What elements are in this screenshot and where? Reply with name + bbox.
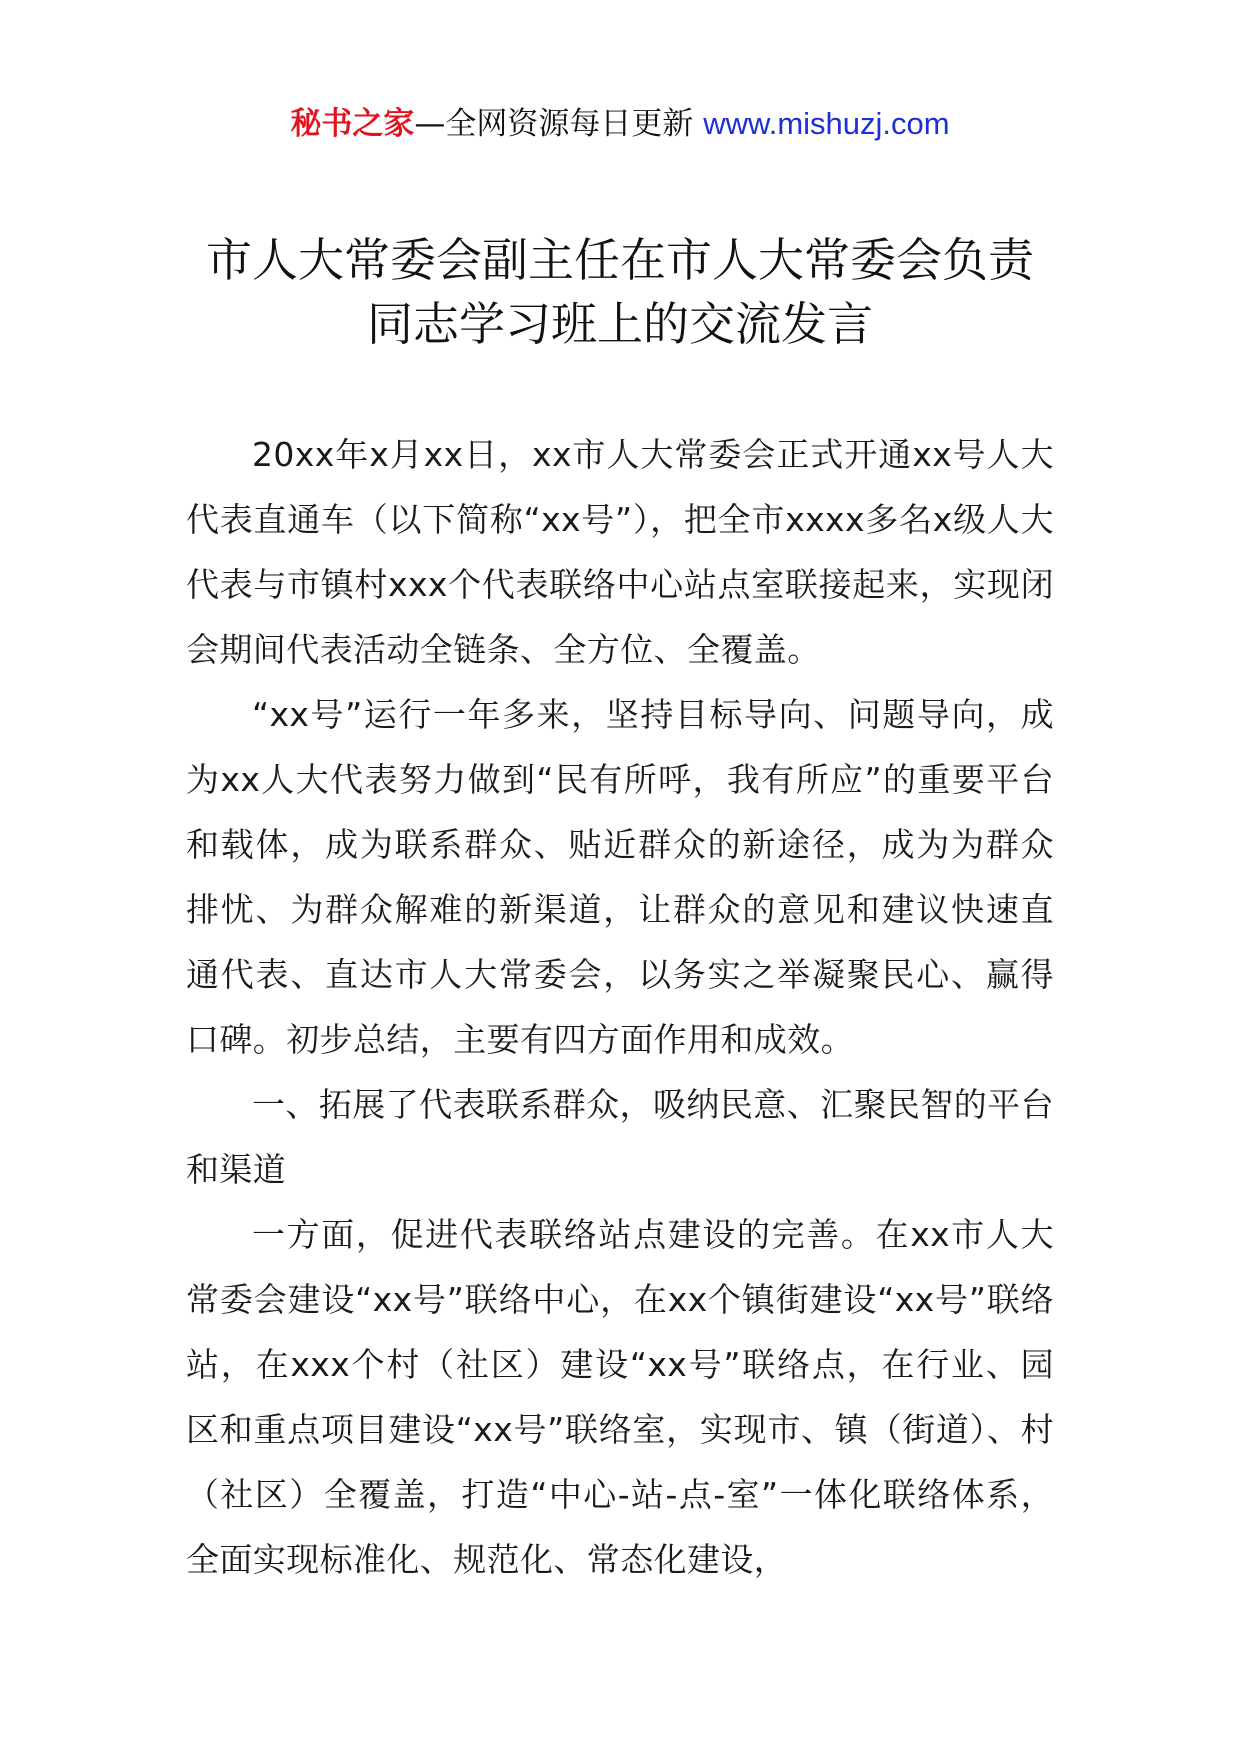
paragraph-1: 20xx年x月xx日，xx市人大常委会正式开通xx号人大代表直通车（以下简称“xx号”），把全市xxxx多名x级人大代表与市镇村xxx个代表联络中心站点室联接起来，实现闭会期间代表活动全链条、全方位、全覆盖。	[186, 435, 1054, 669]
title-line-2: 同志学习班上的交流发言	[367, 297, 873, 351]
paragraph-2: “xx号”运行一年多来，坚持目标导向、问题导向，成为xx人大代表努力做到“民有所呼，我有所应”的重要平台和载体，成为联系群众、贴近群众的新途径，成为为群众排忧、为群众解难的新渠道，让群众的意见和建议快速直通代表、直达市人大常委会，以务实之举凝聚民心、赢得口碑。初步总结，主要有四方面作用和成效。	[186, 695, 1054, 1059]
title-line-1: 市人大常委会副主任在市人大常委会负责	[206, 233, 1034, 287]
site-header	[0, 100, 1240, 148]
site-url-link[interactable]: www.mishuzj.com	[703, 106, 950, 141]
document-title	[0, 228, 1240, 356]
document-body	[186, 422, 1054, 1592]
brand-name: 秘书之家	[290, 106, 415, 142]
paragraph-3: 一方面，促进代表联络站点建设的完善。在xx市人大常委会建设“xx号”联络中心，在xx个镇街建设“xx号”联络站，在xxx个村（社区）建设“xx号”联络点，在行业、园区和重点项目建设“xx号”联络室，实现市、镇（街道）、村（社区）全覆盖，打造“中心-站-点-室”一体化联络体系，全面实现标准化、规范化、常态化建设，	[186, 1215, 1054, 1579]
section-heading-1: 一、拓展了代表联系群众，吸纳民意、汇聚民智的平台和渠道	[186, 1085, 1054, 1189]
site-tagline: —全网资源每日更新	[414, 106, 704, 142]
